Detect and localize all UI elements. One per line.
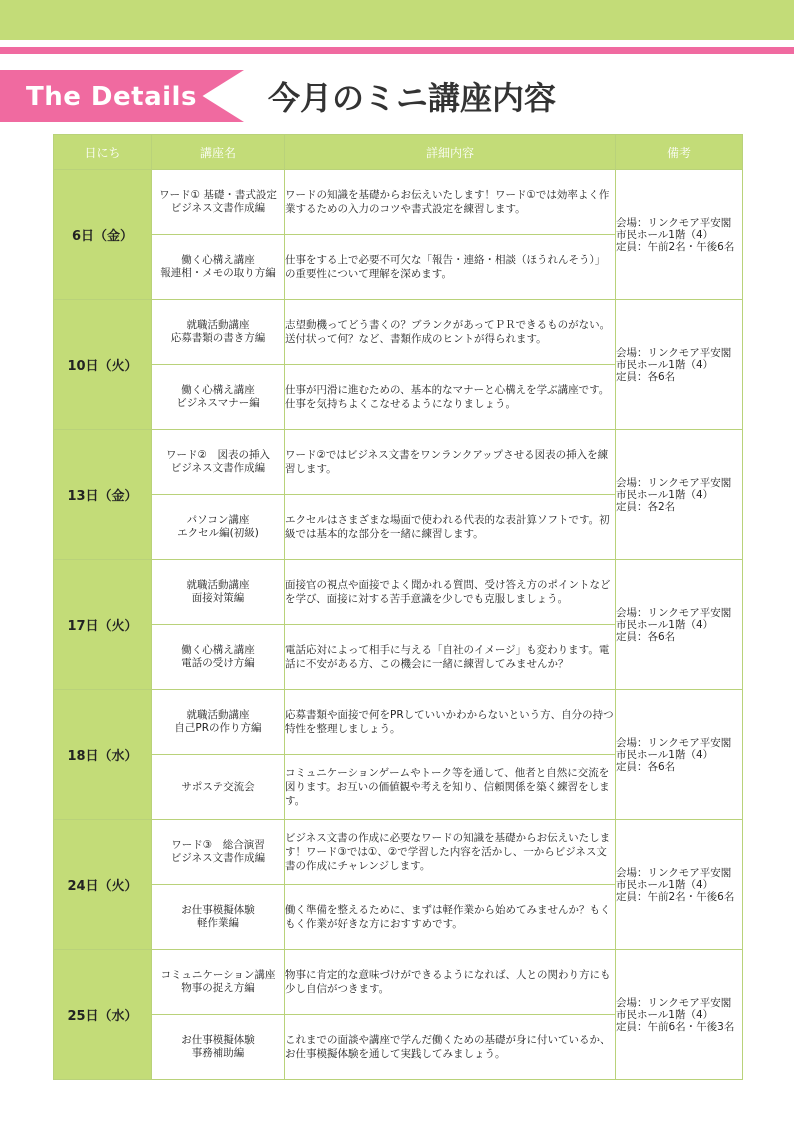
course-name-line: 就職活動講座 [186,579,250,591]
remarks-line: 市民ホール1階（4） [616,488,714,501]
course-name-line: ワード① 基礎・書式設定 [159,189,277,201]
course-detail: 働く準備を整えるために、まずは軽作業から始めてみませんか？もくもく作業が好きな方におすすめです。 [285,885,616,950]
remarks-line: 定員：午前2名・午後6名 [616,890,735,903]
column-header-remarks: 備考 [616,135,743,170]
course-name-line: ワード② 図表の挿入 [166,449,270,461]
table-row [54,560,743,625]
remarks-line: 定員：午前6名・午後3名 [616,1020,735,1033]
remarks-line: 市民ホール1階（4） [616,1008,714,1021]
column-header-course-name: 講座名 [152,135,285,170]
remarks-line: 市民ホール1階（4） [616,228,714,241]
course-name-line: お仕事模擬体験 [181,1034,255,1046]
remarks-line: 市民ホール1階（4） [616,748,714,761]
column-header-date: 日にち [54,135,152,170]
course-name-line: ワード③ 総合演習 [171,839,265,851]
table-row [54,170,743,235]
course-name-line: 自己PRの作り方編 [174,722,262,734]
remarks-line: 市民ホール1階（4） [616,358,714,371]
session-date: 17日（火） [54,560,152,690]
remarks-line: 会場：リンクモア平安閣 [616,476,732,489]
table-row [54,430,743,495]
remarks-line: 会場：リンクモア平安閣 [616,996,732,1009]
session-date: 25日（水） [54,950,152,1080]
course-name-line: 働く心構え講座 [181,254,255,266]
course-name-line: 事務補助編 [191,1047,245,1059]
top-color-band [0,0,794,40]
remarks [616,820,743,950]
course-name-line: サポステ交流会 [181,780,255,793]
remarks-line: 市民ホール1階（4） [616,878,714,891]
course-name-line: お仕事模擬体験 [181,904,255,916]
header-stripe [0,47,794,54]
course-name [152,495,285,560]
course-detail: 仕事をする上で必要不可欠な「報告・連絡・相談（ほうれんそう）」の重要性について理解を深めます。 [285,235,616,300]
course-detail: ビジネス文書の作成に必要なワードの知識を基礎からお伝えいたします！ワード③では①、②で学習した内容を活かし、一からビジネス文書の作成にチャレンジします。 [285,820,616,885]
course-name [152,885,285,950]
course-name [152,1015,285,1080]
course-name-line: ビジネスマナー編 [176,397,260,409]
course-detail: ワードの知識を基礎からお伝えいたします！ワード①では効率よく作業するための入力のコツや書式設定を練習します。 [285,170,616,235]
course-name [152,365,285,430]
remarks-line: 定員：各6名 [616,630,676,643]
course-name-line: 応募書類の書き方編 [170,332,266,344]
course-detail: これまでの面談や講座で学んだ働くための基礎が身に付いているか、お仕事模擬体験を通して実践してみましょう。 [285,1015,616,1080]
course-detail: 電話応対によって相手に与える「自社のイメージ」も変わります。電話に不安がある方、この機会に一緒に練習してみませんか？ [285,625,616,690]
course-name-line: 物事の捉え方編 [181,982,255,994]
schedule-table [53,134,743,1080]
schedule-body [54,170,743,1080]
course-name-line: ビジネス文書作成編 [170,852,266,864]
table-row [54,690,743,755]
course-name [152,820,285,885]
column-header-details: 詳細内容 [285,135,616,170]
session-date: 10日（火） [54,300,152,430]
course-detail: コミュニケーションゲームやトーク等を通して、他者と自然に交流を図ります。お互いの価値観や考えを知り、信頼関係を築く練習をします。 [285,755,616,820]
remarks-line: 定員：各6名 [616,760,676,773]
remarks-line: 会場：リンクモア平安閣 [616,606,732,619]
remarks [616,170,743,300]
remarks-line: 会場：リンクモア平安閣 [616,216,732,229]
course-name-line: 就職活動講座 [186,709,250,721]
session-date: 6日（金） [54,170,152,300]
remarks [616,950,743,1080]
remarks-line: 会場：リンクモア平安閣 [616,346,732,359]
course-name-line: ビジネス文書作成編 [170,202,266,214]
remarks-line: 定員：午前2名・午後6名 [616,240,735,253]
course-name [152,625,285,690]
course-detail: エクセルはさまざまな場面で使われる代表的な表計算ソフトです。初級では基本的な部分を一緒に練習します。 [285,495,616,560]
course-name-line: エクセル編(初級) [177,527,259,539]
remarks [616,300,743,430]
course-name-line: 就職活動講座 [186,319,250,331]
remarks [616,560,743,690]
course-name-line: 働く心構え講座 [181,644,255,656]
remarks-line: 定員：各2名 [616,500,676,513]
remarks-line: 会場：リンクモア平安閣 [616,736,732,749]
course-name [152,235,285,300]
course-detail: 応募書類や面接で何をPRしていいかわからないという方、自分の持つ特性を整理しましょう。 [285,690,616,755]
course-detail: 仕事が円滑に進むための、基本的なマナーと心構えを学ぶ講座です。仕事を気持ちよくこなせるようになりましょう。 [285,365,616,430]
session-date: 18日（水） [54,690,152,820]
course-name [152,300,285,365]
course-name-line: コミュニケーション講座 [160,969,276,981]
course-name-line: 電話の受け方編 [181,657,255,669]
course-name-line: 軽作業編 [197,917,239,929]
course-name [152,170,285,235]
session-date: 24日（火） [54,820,152,950]
page-title: 今月のミニ講座内容 [268,79,557,117]
course-name [152,560,285,625]
course-name-line: 働く心構え講座 [181,384,255,396]
remarks [616,430,743,560]
remarks-line: 市民ホール1階（4） [616,618,714,631]
table-row [54,300,743,365]
course-detail: 物事に肯定的な意味づけができるようになれば、人との関わり方にも少し自信がつきます。 [285,950,616,1015]
course-detail: 面接官の視点や面接でよく聞かれる質問、受け答え方のポイントなどを学び、面接に対する苦手意識を少しでも克服しましょう。 [285,560,616,625]
course-name [152,690,285,755]
table-row [54,820,743,885]
course-name-line: ビジネス文書作成編 [170,462,266,474]
table-row [54,950,743,1015]
course-detail: 志望動機ってどう書くの？ブランクがあってＰＲできるものがない。送付状って何？など、書類作成のヒントが得られます。 [285,300,616,365]
course-detail: ワード②ではビジネス文書をワンランクアップさせる図表の挿入を練習します。 [285,430,616,495]
remarks [616,690,743,820]
remarks-line: 定員：各6名 [616,370,676,383]
course-name [152,430,285,495]
session-date: 13日（金） [54,430,152,560]
course-name-line: 面接対策編 [191,592,245,604]
remarks-line: 会場：リンクモア平安閣 [616,866,732,879]
course-name-line: パソコン講座 [186,514,250,526]
course-name [152,950,285,1015]
section-badge-label: The Details [26,82,197,112]
course-name [152,755,285,820]
course-name-line: 報連相・メモの取り方編 [160,267,276,279]
table-header-row [54,135,743,170]
